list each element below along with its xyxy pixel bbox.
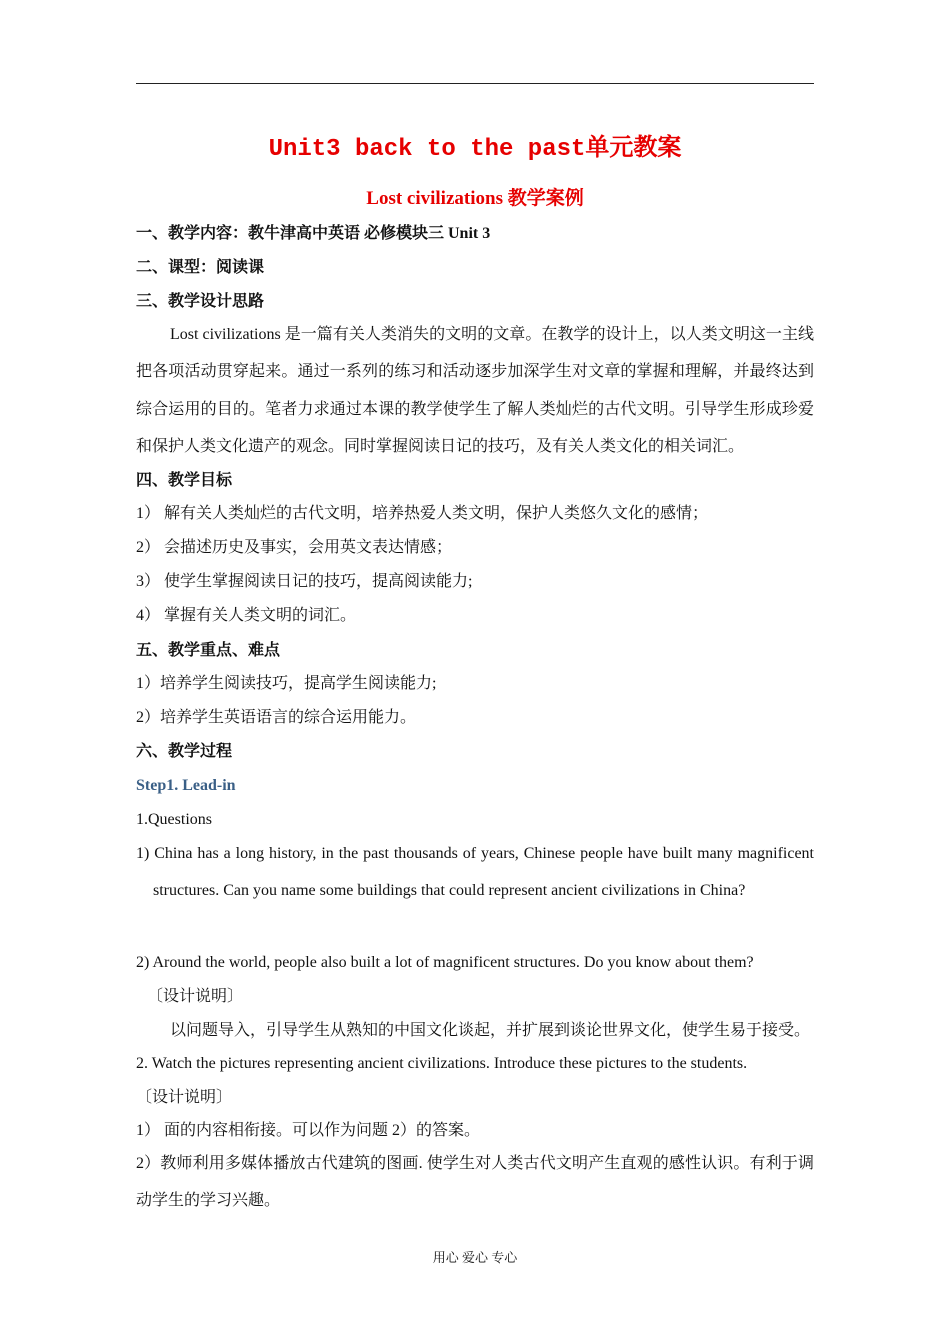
document-title: Unit3 back to the past单元教案 xyxy=(268,136,682,163)
section-heading-key-points: 五、教学重点、难点 xyxy=(136,642,281,659)
question-2: 2) Around the world, people also built a lot of magnificent structures. Do you know about them? xyxy=(136,954,754,971)
watch-pictures-item: 2. Watch the pictures representing ancient civilizations. Introduce these pictures to the students. xyxy=(136,1055,748,1072)
section-heading-lesson-type: 二、课型：阅读课 xyxy=(136,259,265,276)
document-subtitle: Lost civilizations 教学案例 xyxy=(366,188,584,209)
questions-label: 1.Questions xyxy=(136,811,212,828)
section-heading-process: 六、教学过程 xyxy=(136,743,233,760)
section-heading-goals: 四、教学目标 xyxy=(136,472,233,489)
design-note-item: 2）教师利用多媒体播放古代建筑的图画. 使学生对人类古代文明产生直观的感性认识。有利于调动学生的学习兴趣。 xyxy=(136,1155,814,1209)
design-paragraph: Lost civilizations 是一篇有关人类消失的文明的文章。在教学的设计上，以人类文明这一主线把各项活动贯穿起来。通过一系列的练习和活动逐步加深学生对文章的掌握和理解，并最终达到综合运用的目的。笔者力求通过本课的教学使学生了解人类灿烂的古代文明。引导学生形成珍爱和保护人类文化遗产的观念。同时掌握阅读日记的技巧，及有关人类文化的相关词汇。 xyxy=(136,326,814,455)
page-footer: 用心 爱心 专心 xyxy=(432,1250,518,1265)
section-heading-design: 三、教学设计思路 xyxy=(136,293,265,310)
header-rule xyxy=(136,83,814,84)
design-note-item: 1） 面的内容相衔接。可以作为问题 2）的答案。 xyxy=(136,1122,481,1139)
step-heading: Step1. Lead-in xyxy=(136,777,236,794)
design-note-label: 〔设计说明〕 xyxy=(147,988,244,1005)
key-point-item: 2）培养学生英语语言的综合运用能力。 xyxy=(136,709,417,726)
section-heading-content: 一、教学内容：教牛津高中英语 必修模块三 Unit 3 xyxy=(136,225,491,242)
goal-item: 4） 掌握有关人类文明的词汇。 xyxy=(136,607,357,624)
question-1: 1) China has a long history, in the past thousands of years, Chinese people have built many magnificent structures. Can you name some buildings that could represent ancient civilizations in China? xyxy=(136,845,814,899)
goal-item: 3） 使学生掌握阅读日记的技巧，提高阅读能力; xyxy=(136,573,473,590)
design-note-label: 〔设计说明〕 xyxy=(136,1089,233,1106)
goal-item: 2） 会描述历史及事实，会用英文表达情感； xyxy=(136,539,453,556)
goal-item: 1） 解有关人类灿烂的古代文明，培养热爱人类文明，保护人类悠久文化的感情； xyxy=(136,505,709,522)
key-point-item: 1）培养学生阅读技巧，提高学生阅读能力; xyxy=(136,675,437,692)
design-note-text: 以问题导入，引导学生从熟知的中国文化谈起，并扩展到谈论世界文化，使学生易于接受。 xyxy=(170,1022,811,1039)
